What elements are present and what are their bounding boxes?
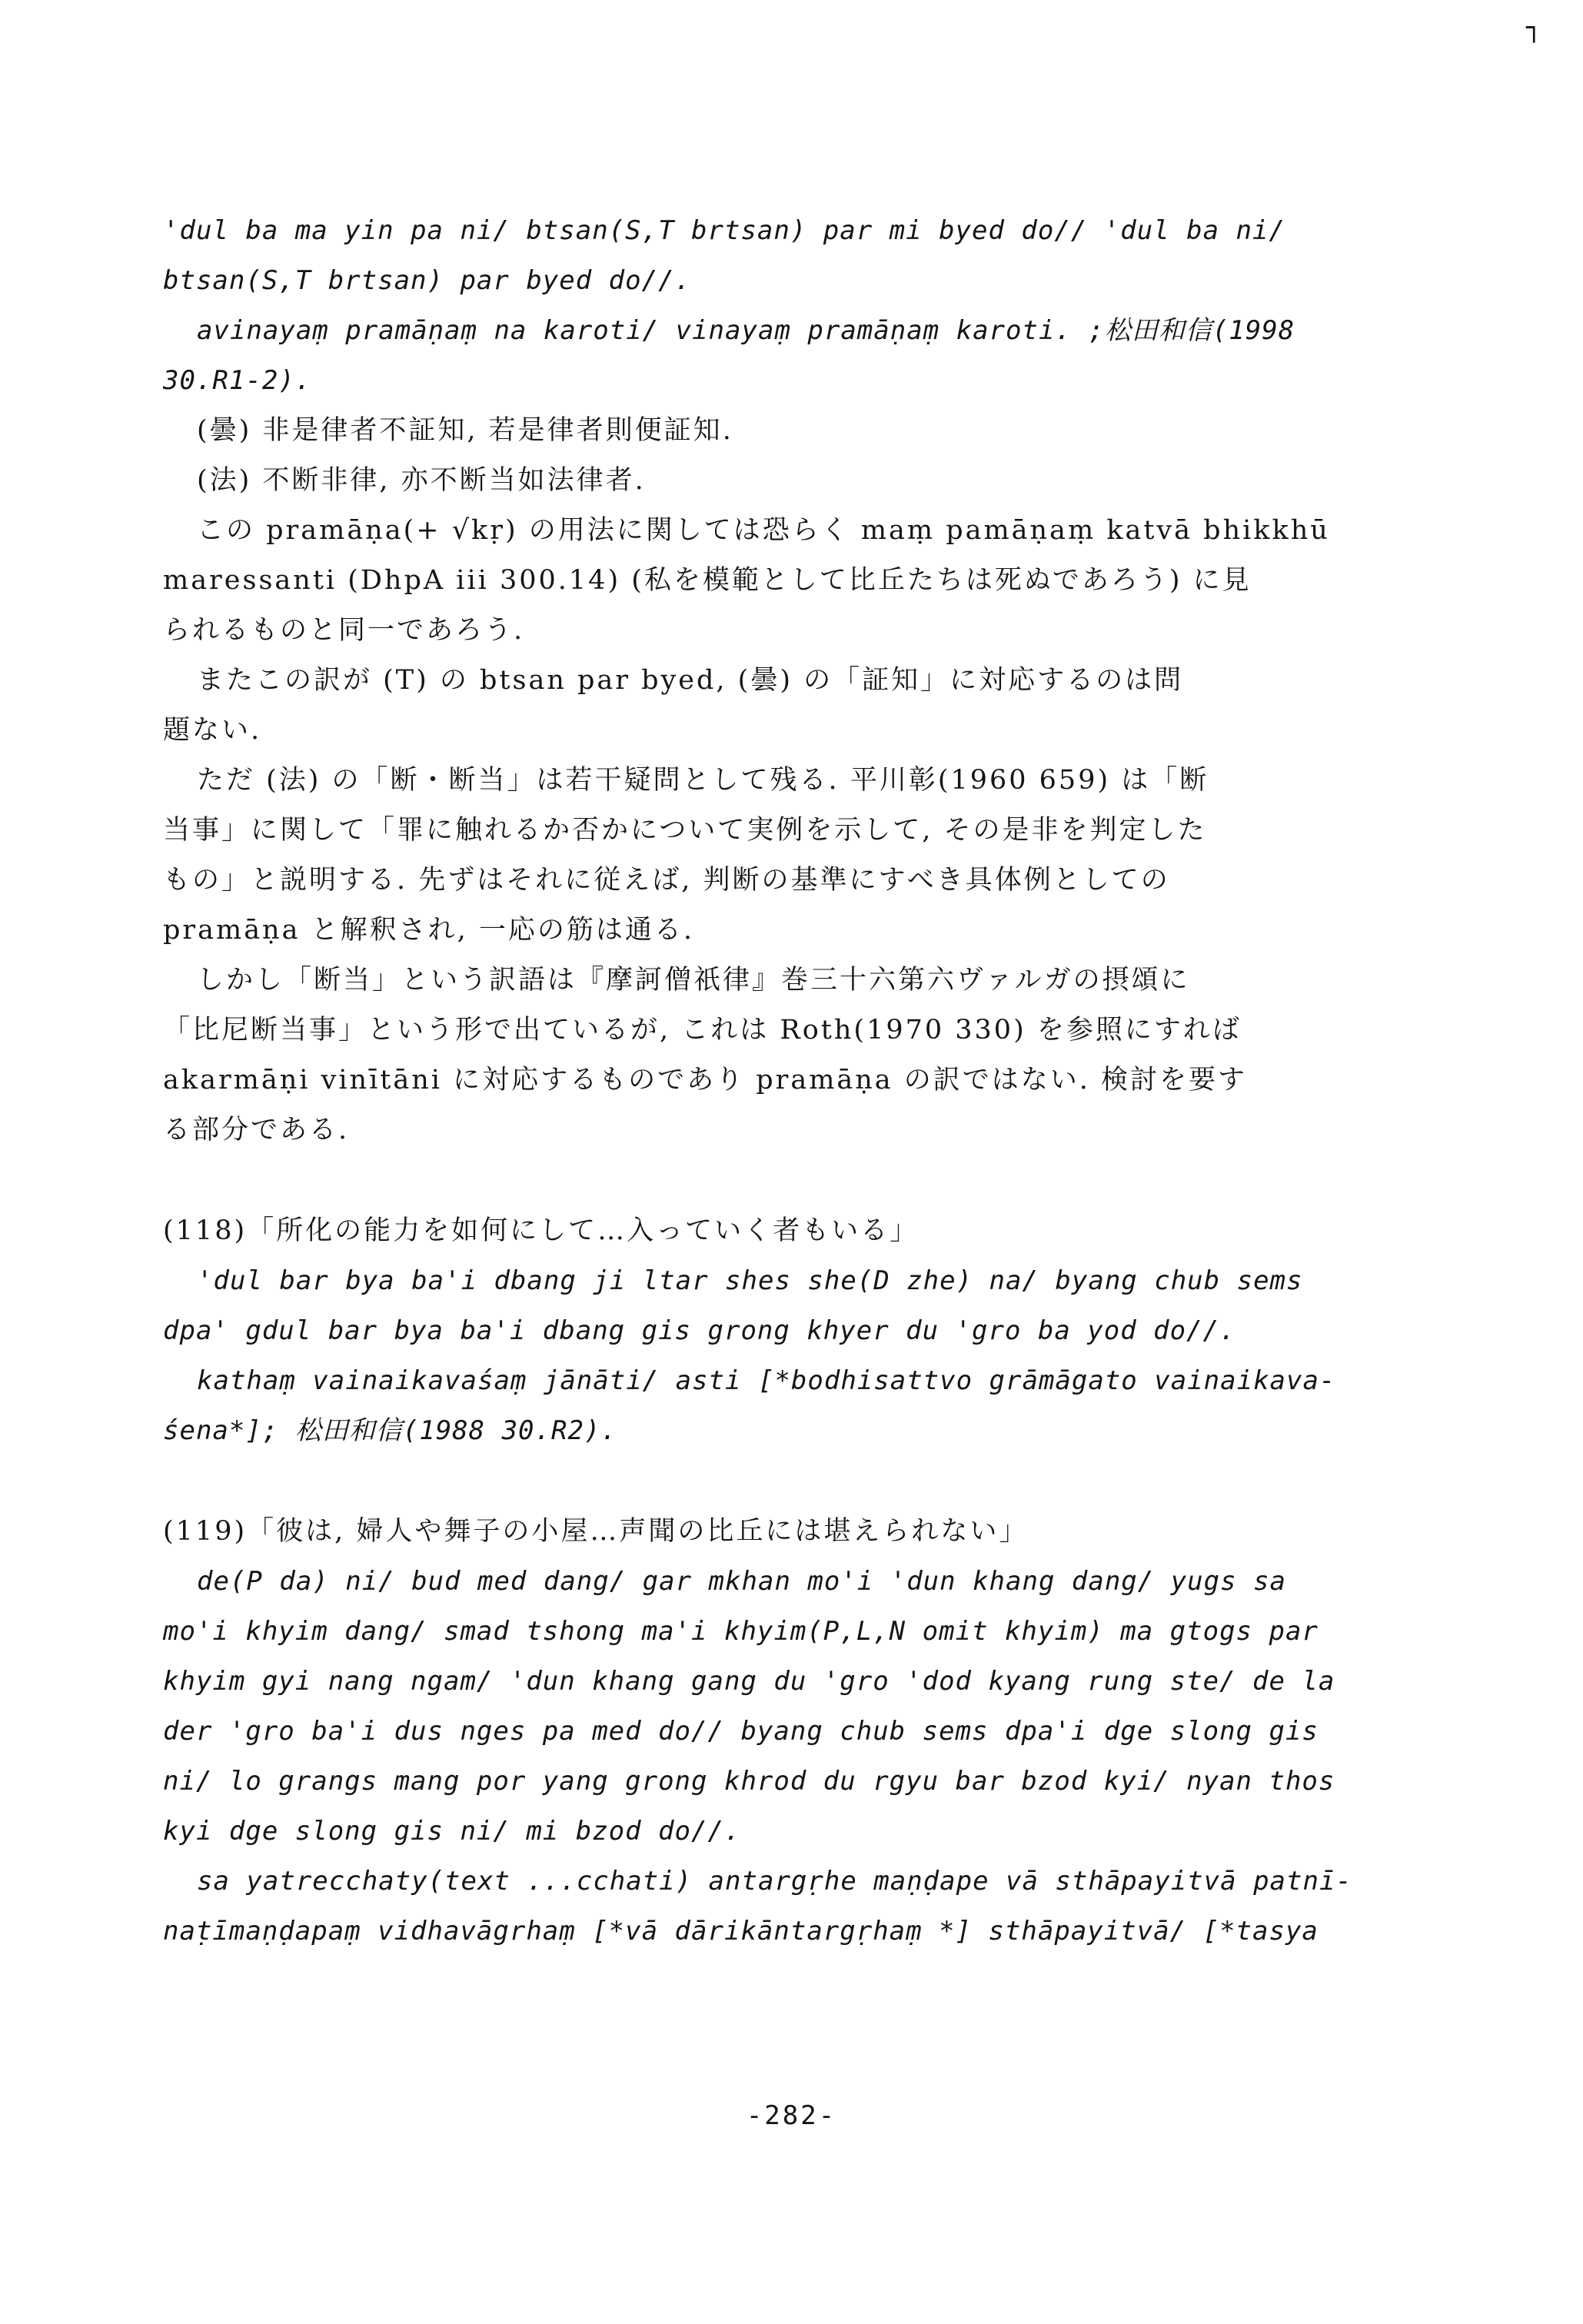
text-line: kyi dge slong gis ni/ mi bzod do//. [163, 1816, 741, 1847]
text-line: (法) 不断非律, 亦不断当如法律者. [197, 465, 646, 496]
text-line: 題ない. [163, 715, 262, 746]
section-gap [163, 1155, 1362, 1206]
text-line: maressanti (DhpA iii 300.14) (私を模範として比丘たちは死ぬであろう) に見 [163, 565, 1252, 596]
corner-mark: ┐ [1526, 12, 1542, 43]
text-line: もの」と説明する. 先ずはそれに従えば, 判断の基準にすべき具体例としての [163, 865, 1170, 896]
section-gap [163, 1456, 1362, 1507]
text-line: られるものと同一であろう. [163, 615, 525, 646]
text-line: ただ (法) の「断・断当」は若干疑問として残る. 平川彰(1960 659) は「断 [197, 765, 1209, 796]
text-line: de(P da) ni/ bud med dang/ gar mkhan mo'i 'dun khang dang/ yugs sa [197, 1566, 1287, 1597]
text-line: 30.R1-2). [163, 365, 312, 396]
text-line: (118)「所化の能力を如何にして…入っていく者もいる」 [163, 1215, 920, 1246]
text-line: 'dul bar bya ba'i dbang ji ltar shes she(D zhe) na/ byang chub sems [197, 1265, 1303, 1296]
text-line: (曇) 非是律者不証知, 若是律者則便証知. [197, 415, 733, 446]
text-line: この pramāṇa(+ √kṛ) の用法に関しては恐らく maṃ pamāṇaṃ katvā bhikkhū [197, 515, 1330, 546]
text-line: pramāṇa と解釈され, 一応の筋は通る. [163, 915, 694, 946]
text-line: またこの訳が (T) の btsan par byed, (曇) の「証知」に対応するのは問 [197, 665, 1184, 696]
text-line: mo'i khyim dang/ smad tshong ma'i khyim(P,L,N omit khyim) ma gtogs par [163, 1616, 1319, 1647]
page-number: -282- [746, 2100, 837, 2131]
text-line: der 'gro ba'i dus nges pa med do// byang chub sems dpa'i dge slong gis [163, 1716, 1319, 1747]
text-line: btsan(S,T brtsan) par byed do//. [163, 265, 692, 296]
page-body [163, 206, 1362, 1957]
text-line: khyim gyi nang ngam/ 'dun khang gang du 'gro 'dod kyang rung ste/ de la [163, 1666, 1335, 1697]
text-line: 「比尼断当事」という形で出ているが, これは Roth(1970 330) を参照にすれば [163, 1015, 1242, 1046]
text-line: sa yatrecchaty(text ...cchati) antargṛhe maṇḍape vā sthāpayitvā patnī- [197, 1866, 1352, 1897]
text-line: akarmāṇi vinītāni に対応するものであり pramāṇa の訳ではない. 検討を要す [163, 1065, 1248, 1096]
text-line: ni/ lo grangs mang por yang grong khrod du rgyu bar bzod kyi/ nyan thos [163, 1766, 1335, 1797]
text-line: 当事」に関して「罪に触れるか否かについて実例を示して, その是非を判定した [163, 815, 1207, 846]
text-line: 'dul ba ma yin pa ni/ btsan(S,T brtsan) par mi byed do// 'dul ba ni/ [163, 215, 1285, 246]
text-line: dpa' gdul bar bya ba'i dbang gis grong khyer du 'gro ba yod do//. [163, 1315, 1236, 1346]
text-line: avinayaṃ pramāṇaṃ na karoti/ vinayaṃ pramāṇaṃ karoti. ;松田和信(1998 [197, 315, 1295, 346]
text-line: る部分である. [163, 1115, 350, 1145]
text-line: しかし「断当」という訳語は『摩訶僧祇律』巻三十六第六ヴァルガの摂頌に [197, 965, 1190, 996]
text-line: kathaṃ vainaikavaśaṃ jānāti/ asti [*bodhisattvo grāmāgato vainaikava- [197, 1365, 1336, 1396]
text-line: (119)「彼は, 婦人や舞子の小屋…声聞の比丘には堪えられない」 [163, 1516, 1029, 1547]
text-line: naṭīmaṇḍapaṃ vidhavāgrhaṃ [*vā dārikāntargṛhaṃ *] sthāpayitvā/ [*tasya [163, 1916, 1319, 1947]
text-line: śena*]; 松田和信(1988 30.R2). [163, 1415, 617, 1446]
